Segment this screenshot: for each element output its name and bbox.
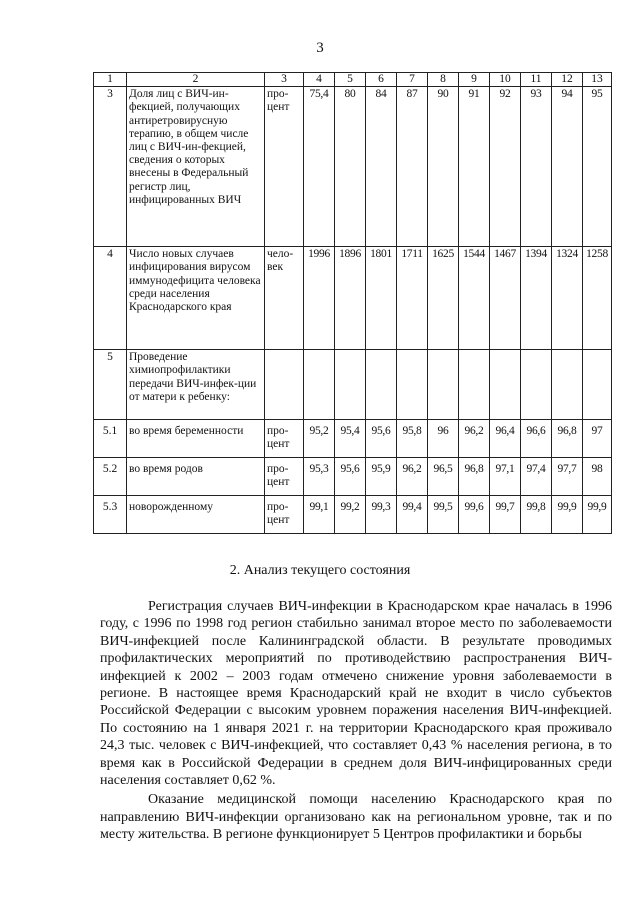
value-cell: 84 xyxy=(366,87,397,247)
header-cell: 11 xyxy=(521,73,552,87)
value-cell: 95,6 xyxy=(335,458,366,496)
value-cell: 99,7 xyxy=(490,496,521,534)
value-cell: 87 xyxy=(397,87,428,247)
value-cell xyxy=(521,350,552,420)
value-cell: 95,8 xyxy=(397,420,428,458)
header-cell: 10 xyxy=(490,73,521,87)
value-cell: 98 xyxy=(583,458,612,496)
header-cell: 9 xyxy=(459,73,490,87)
value-cell: 99,5 xyxy=(428,496,459,534)
value-cell: 80 xyxy=(335,87,366,247)
value-cell: 1394 xyxy=(521,247,552,350)
value-cell: 1258 xyxy=(583,247,612,350)
value-cell: 95,3 xyxy=(304,458,335,496)
header-cell: 7 xyxy=(397,73,428,87)
header-cell: 5 xyxy=(335,73,366,87)
header-cell: 12 xyxy=(552,73,583,87)
unit-cell: про-цент xyxy=(265,87,304,247)
unit-cell: про-цент xyxy=(265,458,304,496)
value-cell xyxy=(366,350,397,420)
value-cell: 96,4 xyxy=(490,420,521,458)
table-row xyxy=(94,350,612,420)
indicator-name: новорожденному xyxy=(127,496,265,534)
row-number: 5.1 xyxy=(94,420,127,458)
value-cell: 90 xyxy=(428,87,459,247)
indicator-name: во время родов xyxy=(127,458,265,496)
value-cell: 95,4 xyxy=(335,420,366,458)
table-row xyxy=(94,420,612,458)
value-cell: 97,1 xyxy=(490,458,521,496)
header-cell: 1 xyxy=(94,73,127,87)
header-cell: 8 xyxy=(428,73,459,87)
value-cell xyxy=(490,350,521,420)
value-cell: 1896 xyxy=(335,247,366,350)
value-cell: 96,6 xyxy=(521,420,552,458)
table-row xyxy=(94,87,612,247)
body-text xyxy=(100,598,612,846)
value-cell: 1801 xyxy=(366,247,397,350)
value-cell: 95,6 xyxy=(366,420,397,458)
value-cell xyxy=(335,350,366,420)
value-cell: 75,4 xyxy=(304,87,335,247)
row-number: 3 xyxy=(94,87,127,247)
unit-cell: чело-век xyxy=(265,247,304,350)
value-cell: 97,4 xyxy=(521,458,552,496)
header-cell: 13 xyxy=(583,73,612,87)
indicator-name: Число новых случаев инфицирования вирусом иммунодефицита человека среди населения Краснодарского края xyxy=(127,247,265,350)
value-cell: 97,7 xyxy=(552,458,583,496)
header-cell: 3 xyxy=(265,73,304,87)
unit-cell: про-цент xyxy=(265,496,304,534)
value-cell xyxy=(397,350,428,420)
value-cell xyxy=(304,350,335,420)
value-cell: 95 xyxy=(583,87,612,247)
value-cell: 96,8 xyxy=(552,420,583,458)
indicator-name: Доля лиц с ВИЧ-ин-фекцией, получающих антиретровирусную терапию, в общем числе лиц с ВИЧ-ин-фекцией, сведения о которых внесены в Федеральный регистр лиц, инфицированных ВИЧ xyxy=(127,87,265,247)
value-cell: 1324 xyxy=(552,247,583,350)
value-cell: 99,9 xyxy=(583,496,612,534)
table-row xyxy=(94,247,612,350)
indicator-name: во время беременности xyxy=(127,420,265,458)
table-row xyxy=(94,458,612,496)
row-number: 4 xyxy=(94,247,127,350)
paragraph: Оказание медицинской помощи населению Краснодарского края по направлению ВИЧ-инфекции организовано как на региональном уровне, так и по месту жительства. В регионе функционирует 5 Центров профилактики и борьбы xyxy=(100,792,612,843)
value-cell: 1467 xyxy=(490,247,521,350)
row-number: 5.3 xyxy=(94,496,127,534)
value-cell: 99,4 xyxy=(397,496,428,534)
value-cell: 94 xyxy=(552,87,583,247)
value-cell: 97 xyxy=(583,420,612,458)
value-cell: 1625 xyxy=(428,247,459,350)
table-header-row xyxy=(94,73,612,87)
row-number: 5.2 xyxy=(94,458,127,496)
table-row xyxy=(94,496,612,534)
value-cell: 93 xyxy=(521,87,552,247)
section-title: 2. Анализ текущего состояния xyxy=(229,563,411,578)
value-cell xyxy=(583,350,612,420)
value-cell: 96,2 xyxy=(397,458,428,496)
value-cell: 95,2 xyxy=(304,420,335,458)
value-cell: 91 xyxy=(459,87,490,247)
indicator-name: Проведение химиопрофилактики передачи ВИЧ-инфек-ции от матери к ребенку: xyxy=(127,350,265,420)
value-cell: 1996 xyxy=(304,247,335,350)
header-cell: 4 xyxy=(304,73,335,87)
value-cell: 96,2 xyxy=(459,420,490,458)
value-cell: 99,9 xyxy=(552,496,583,534)
unit-cell: про-цент xyxy=(265,420,304,458)
value-cell: 99,6 xyxy=(459,496,490,534)
value-cell: 92 xyxy=(490,87,521,247)
header-cell: 2 xyxy=(127,73,265,87)
value-cell xyxy=(552,350,583,420)
value-cell: 1711 xyxy=(397,247,428,350)
value-cell xyxy=(428,350,459,420)
value-cell: 96 xyxy=(428,420,459,458)
page-number: 3 xyxy=(316,40,324,56)
value-cell: 1544 xyxy=(459,247,490,350)
paragraph: Регистрация случаев ВИЧ-инфекции в Краснодарском крае началась в 1996 году, с 1996 по 1998 год регион стабильно занимал второе место по заболеваемости ВИЧ-инфекцией после Калининградской области. В результате проводимых профилактических мероприятий по противодействию распространения ВИЧ-инфекцией к 2002 – 2003 годам отмечено снижение уровня заболеваемости в регионе. В настоящее время Краснодарский край не входит в число субъектов Российской Федерации с высоким уровнем поражения населения ВИЧ-инфекцией. По состоянию на 1 января 2021 г. на территории Краснодарского края проживало 24,3 тыс. человек с ВИЧ-инфекцией, что составляет 0,43 % населения региона, в то время как в Российской Федерации в среднем доля ВИЧ-инфицированных среди населения составляет 0,62 %. xyxy=(100,599,612,789)
header-cell: 6 xyxy=(366,73,397,87)
value-cell: 99,8 xyxy=(521,496,552,534)
value-cell: 95,9 xyxy=(366,458,397,496)
value-cell: 99,2 xyxy=(335,496,366,534)
unit-cell xyxy=(265,350,304,420)
value-cell: 99,3 xyxy=(366,496,397,534)
value-cell: 96,5 xyxy=(428,458,459,496)
value-cell: 96,8 xyxy=(459,458,490,496)
row-number: 5 xyxy=(94,350,127,420)
indicators-table xyxy=(93,72,612,534)
value-cell xyxy=(459,350,490,420)
value-cell: 99,1 xyxy=(304,496,335,534)
